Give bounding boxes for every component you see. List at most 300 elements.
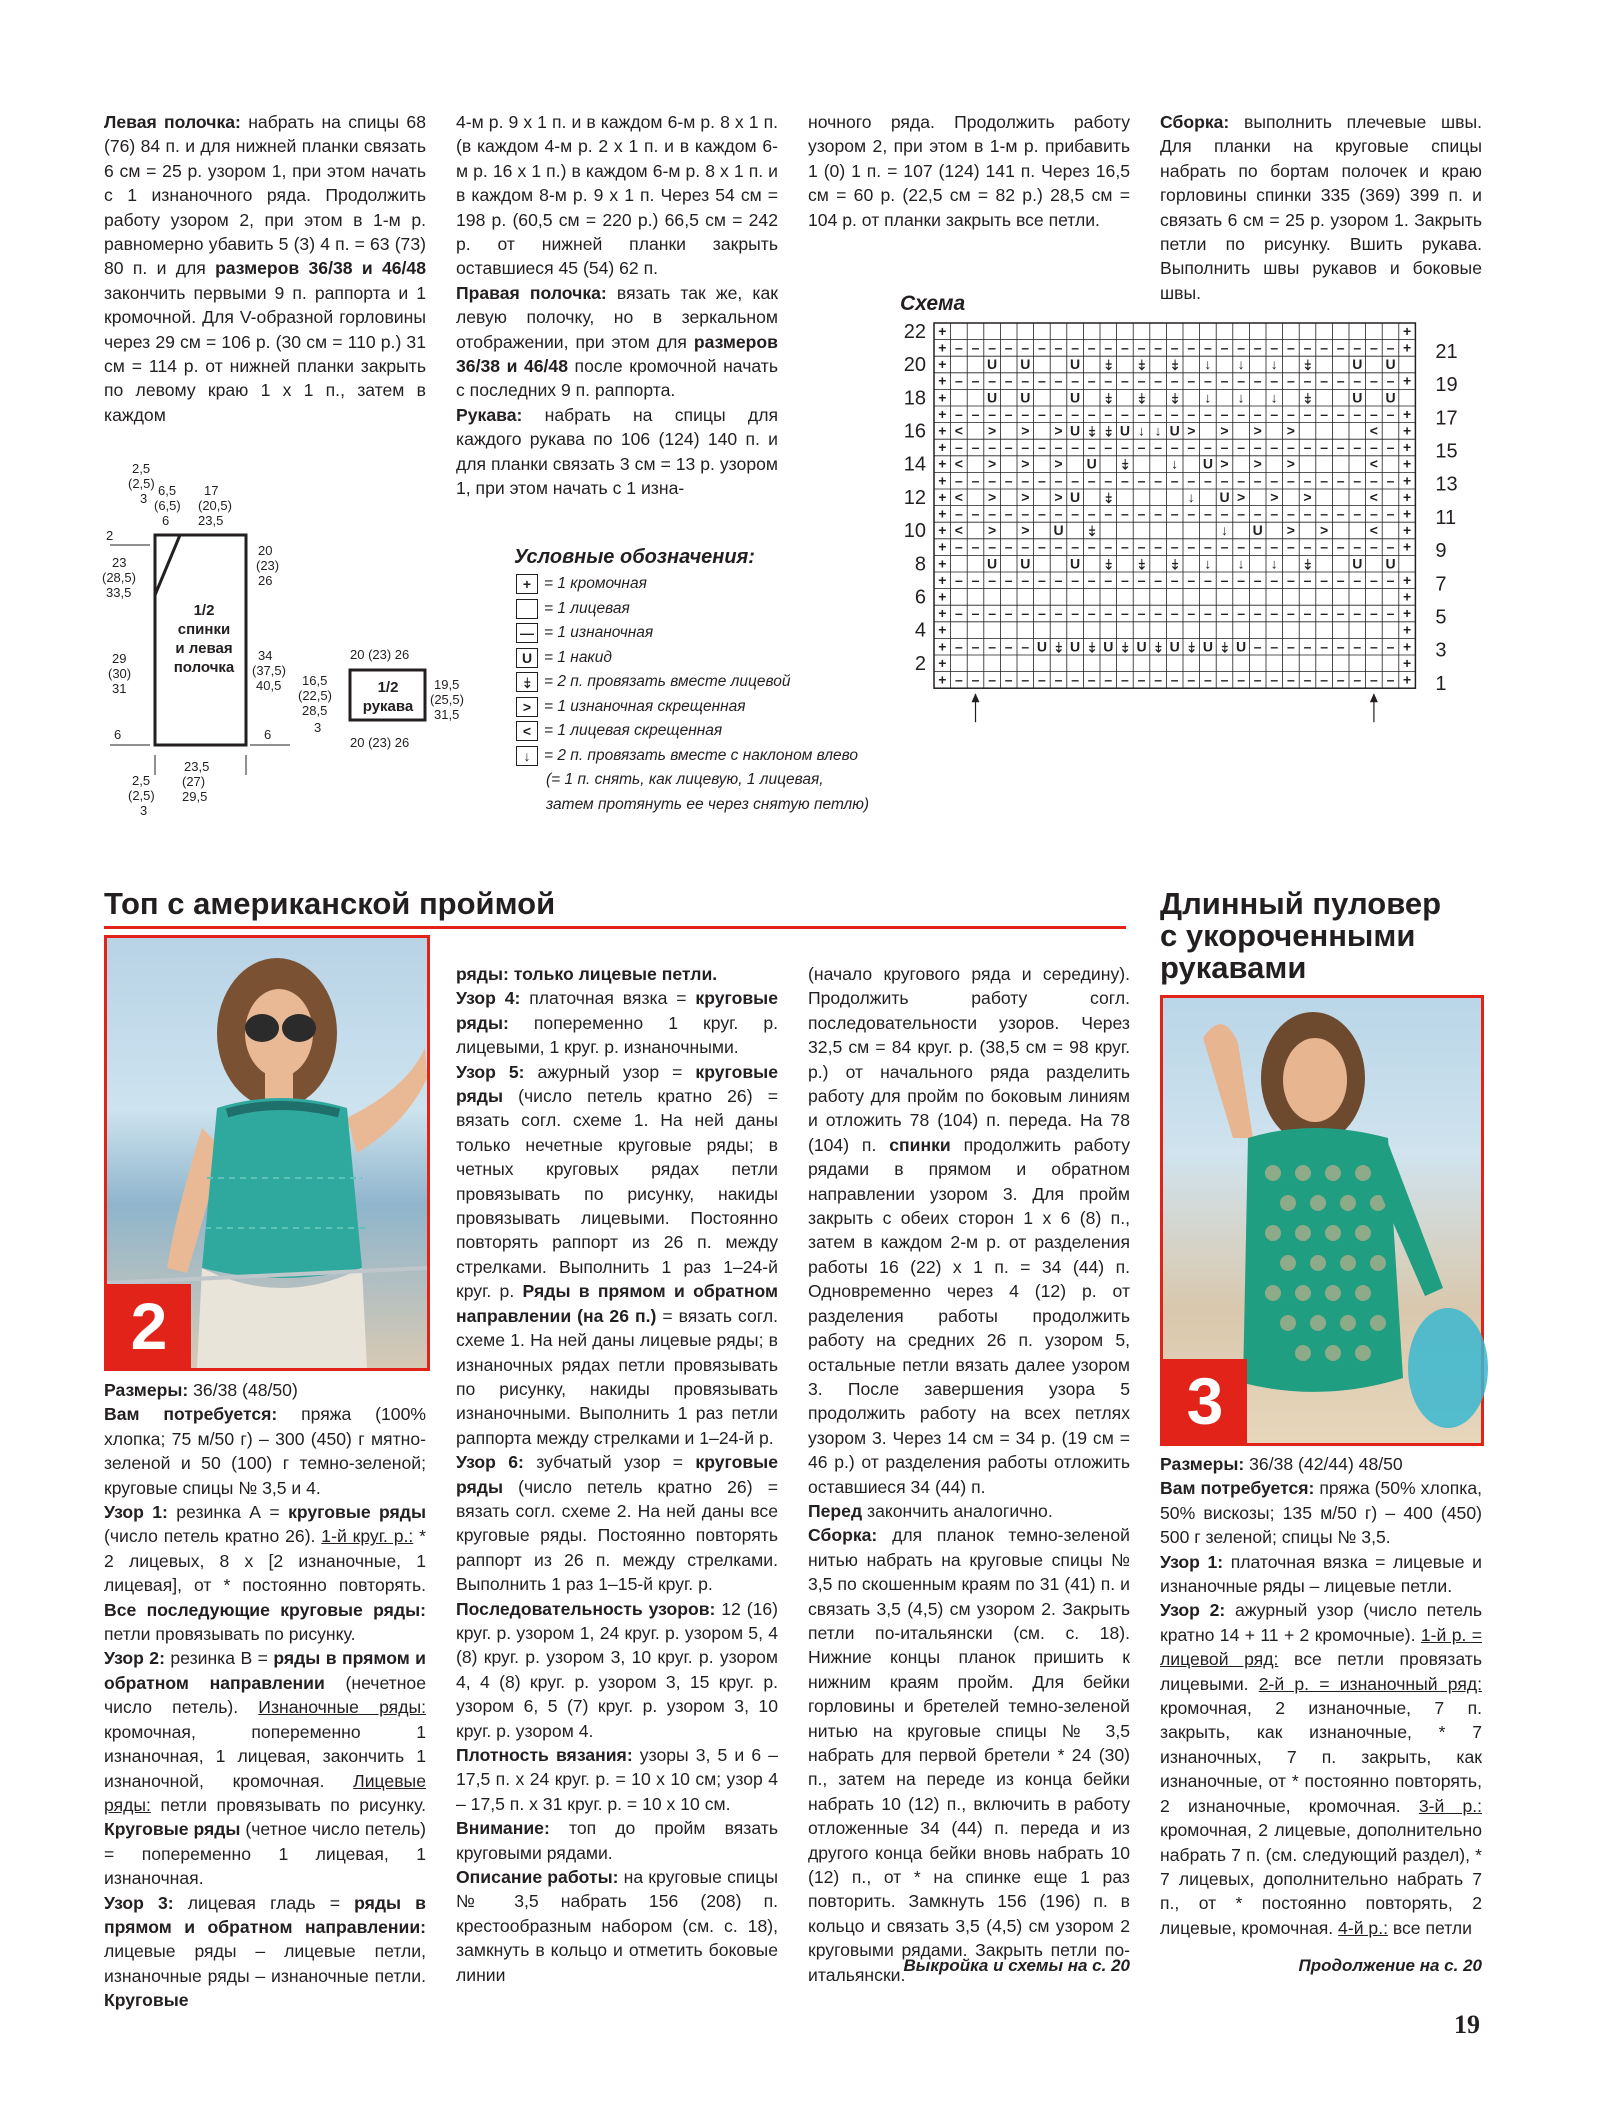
- chart-row-number-left: 16: [903, 420, 926, 443]
- chart-cell-symbol: U: [1136, 638, 1147, 655]
- chart-cell-symbol: >: [1286, 522, 1295, 539]
- chart-cell-symbol: U: [1070, 638, 1081, 655]
- top-col-4: Сборка: выполнить плечевые швы. Для планки на круговые спицы набрать по бортам полочек и краю горловины спинки 335 (369) 399 п. и связать 6 см = 25 р. узором 1. Закрыть петли по рисунку. Вшить рукава. Выполнить швы рукавов и боковые швы.: [1160, 112, 1482, 303]
- dim-left-6: 6: [114, 727, 122, 742]
- chart-cell-symbol: –: [1104, 472, 1113, 489]
- chart-cell-symbol: ↓: [1187, 488, 1195, 505]
- chart-cell-symbol: –: [1336, 339, 1345, 356]
- chart-cell-symbol: –: [1303, 538, 1312, 555]
- chart-cell-symbol: U: [1219, 488, 1230, 505]
- chart-cell-symbol: U: [1103, 638, 1114, 655]
- chart-cell-symbol: –: [1237, 472, 1245, 489]
- chart-cell-symbol: ↓: [1204, 389, 1212, 406]
- chart-cell-symbol: <: [954, 455, 963, 472]
- chart-cell-symbol: –: [971, 472, 980, 489]
- dim-right-upper-1: 20: [258, 543, 273, 558]
- chart-cell-symbol: –: [1071, 671, 1079, 688]
- chart-cell-symbol: –: [955, 605, 963, 622]
- chart-cell-symbol: –: [1021, 405, 1030, 422]
- chart-cell-symbol: –: [1386, 571, 1395, 588]
- chart-cell-symbol: –: [1121, 339, 1129, 356]
- chart-cell-symbol: –: [1038, 439, 1046, 456]
- chart-cell-symbol: –: [1353, 671, 1362, 688]
- label-assembly: Сборка:: [1160, 112, 1230, 132]
- chart-cell-symbol: –: [1237, 538, 1245, 555]
- chart-cell-symbol: ⤈: [1304, 389, 1311, 406]
- chart-row-number-right: 9: [1435, 540, 1447, 563]
- chart-row-number-left: 14: [903, 453, 926, 476]
- chart-cell-symbol: U: [1352, 356, 1363, 373]
- chart-cell-symbol: +: [938, 405, 947, 422]
- chart-cell-symbol: –: [1054, 538, 1063, 555]
- red-rule: [104, 926, 1126, 929]
- chart-cell-symbol: +: [938, 389, 947, 406]
- chart-cell-symbol: –: [1004, 538, 1013, 555]
- chart-row-number-left: 10: [903, 520, 926, 543]
- dim-right-lower-2: (37,5): [252, 663, 286, 678]
- chart-cell-symbol: ↓: [1204, 356, 1212, 373]
- legend-text: = 1 кромочная: [544, 575, 647, 592]
- sleeve-left-1: 16,5: [302, 673, 328, 688]
- chart-cell-symbol: >: [988, 488, 997, 505]
- chart-cell-symbol: +: [938, 505, 947, 522]
- chart-cell-symbol: –: [1054, 372, 1063, 389]
- chart-cell-symbol: –: [971, 538, 980, 555]
- chart-cell-symbol: –: [1187, 671, 1196, 688]
- chart-cell-symbol: –: [1087, 339, 1096, 356]
- chart-cell-symbol: –: [1370, 571, 1378, 588]
- chart-cell-symbol: ⤈: [1171, 389, 1178, 406]
- chart-cell-symbol: –: [1336, 538, 1345, 555]
- legend-symbol-icon: +: [516, 574, 538, 594]
- chart-row-number-right: 5: [1435, 606, 1447, 629]
- chart-cell-symbol: –: [1370, 538, 1378, 555]
- chart-cell-symbol: >: [1054, 422, 1063, 439]
- legend-symbol-icon: —: [516, 623, 538, 643]
- chart-cell-symbol: ⤈: [1088, 638, 1095, 655]
- chart-cell-symbol: –: [1204, 372, 1212, 389]
- dim-left-lower-1: 29: [112, 651, 127, 666]
- chart-cell-symbol: ↓: [1154, 422, 1162, 439]
- chart-cell-symbol: –: [1253, 372, 1262, 389]
- chart-row-number-left: 20: [903, 354, 926, 377]
- chart-cell-symbol: –: [971, 638, 980, 655]
- dim-right-upper-3: 26: [258, 573, 273, 588]
- chart-cell-symbol: –: [1270, 505, 1279, 522]
- article-3-number: 3: [1163, 1359, 1247, 1443]
- top-col-3: ночного ряда. Продолжить работу узором 2, при этом в 1-м р. прибавить 1 (0) 1 п. = 107 (124) 141 п. Через 16,5 см = 60 р. (22,5 см = 82 р.) 28,5 см = 104 р. от планки закрыть все петли.: [808, 112, 1130, 230]
- chart-cell-symbol: –: [1287, 472, 1295, 489]
- chart-cell-symbol: +: [938, 671, 947, 688]
- chart-row-number-left: 22: [903, 320, 926, 343]
- chart-cell-symbol: <: [954, 488, 963, 505]
- chart-cell-symbol: –: [1121, 472, 1129, 489]
- chart-cell-symbol: –: [1370, 405, 1378, 422]
- dim-right-lower-1: 34: [258, 648, 273, 663]
- chart-cell-symbol: –: [1154, 605, 1162, 622]
- legend-text: = 1 лицевая: [544, 599, 630, 617]
- chart-cell-symbol: –: [1237, 505, 1245, 522]
- chart-cell-symbol: –: [1270, 538, 1279, 555]
- chart-cell-symbol: –: [1170, 538, 1179, 555]
- chart-cell-symbol: ⤈: [1088, 422, 1095, 439]
- chart-cell-symbol: +: [1403, 605, 1412, 622]
- chart-cell-symbol: –: [1353, 571, 1362, 588]
- chart-row-number-left: 12: [903, 486, 926, 509]
- chart-cell-symbol: –: [1370, 372, 1378, 389]
- chart-cell-symbol: +: [938, 455, 947, 472]
- chart-cell-symbol: –: [1320, 571, 1328, 588]
- chart-cell-symbol: –: [1303, 638, 1312, 655]
- chart-cell-symbol: U: [1202, 455, 1213, 472]
- chart-cell-symbol: –: [1386, 472, 1395, 489]
- chart-cell-symbol: –: [1121, 605, 1129, 622]
- chart-cell-symbol: U: [1169, 422, 1180, 439]
- chart-cell-symbol: –: [1237, 571, 1245, 588]
- dim-bottom-left-2: (2,5): [128, 788, 155, 803]
- chart-cell-symbol: –: [1054, 472, 1063, 489]
- chart-cell-symbol: –: [1204, 339, 1212, 356]
- chart-row-number-right: 3: [1435, 639, 1447, 662]
- chart-cell-symbol: –: [1353, 372, 1362, 389]
- chart-cell-symbol: –: [1204, 472, 1212, 489]
- chart-cell-symbol: –: [1021, 671, 1030, 688]
- chart-cell-symbol: ⤈: [1138, 356, 1145, 373]
- chart-cell-symbol: –: [1386, 505, 1395, 522]
- chart-cell-symbol: –: [1121, 671, 1129, 688]
- chart-cell-symbol: –: [1237, 439, 1245, 456]
- chart-cell-symbol: –: [1370, 339, 1378, 356]
- chart-cell-symbol: –: [1004, 472, 1013, 489]
- repeat-arrowhead-icon: [1370, 693, 1378, 702]
- chart-cell-symbol: –: [971, 372, 980, 389]
- chart-cell-symbol: –: [955, 472, 963, 489]
- chart-cell-symbol: –: [1320, 505, 1328, 522]
- chart-cell-symbol: –: [1320, 605, 1328, 622]
- chart-cell-symbol: –: [1320, 339, 1328, 356]
- legend-symbol-icon: [516, 599, 538, 619]
- chart-row-number-right: 11: [1435, 506, 1457, 529]
- chart-cell-symbol: >: [988, 455, 997, 472]
- sleeve-left-2: (22,5): [298, 688, 332, 703]
- chart-cell-symbol: –: [955, 571, 963, 588]
- chart-cell-symbol: –: [1087, 472, 1096, 489]
- chart-cell-symbol: +: [938, 522, 947, 539]
- chart-cell-symbol: –: [988, 538, 996, 555]
- legend-item: [546, 795, 869, 815]
- chart-cell-symbol: –: [988, 571, 996, 588]
- chart-cell-symbol: –: [1104, 439, 1113, 456]
- chart-cell-symbol: –: [1287, 505, 1295, 522]
- chart-cell-symbol: >: [1286, 455, 1295, 472]
- chart-cell-symbol: +: [1403, 522, 1412, 539]
- page-number: 19: [1454, 2010, 1480, 2039]
- legend-item: [516, 672, 791, 692]
- chart-cell-symbol: –: [971, 671, 980, 688]
- chart-cell-symbol: –: [1187, 571, 1196, 588]
- chart-cell-symbol: –: [1154, 505, 1162, 522]
- chart-cell-symbol: +: [938, 322, 947, 339]
- chart-cell-symbol: –: [955, 372, 963, 389]
- chart-cell-symbol: >: [1187, 422, 1196, 439]
- chart-cell-symbol: –: [1386, 538, 1395, 555]
- sleeve-left-3cm: 3: [314, 720, 322, 735]
- chart-cell-symbol: –: [1353, 405, 1362, 422]
- chart-cell-symbol: +: [1403, 372, 1412, 389]
- chart-cell-symbol: +: [1403, 654, 1412, 671]
- chart-cell-symbol: –: [1303, 472, 1312, 489]
- chart-cell-symbol: –: [1004, 405, 1013, 422]
- chart-cell-symbol: –: [1187, 405, 1196, 422]
- top-col-1: Левая полочка: набрать на спицы 68 (76) 84 п. и для нижней планки связать 6 см = 25 р. узором 1, при этом начать с 1 изнаночного ряда. Продолжить работу узором 2, при этом в 1-м р. равномерно убавить 5 (3) 4 п. = 63 (73) 80 п. и для размеров 36/38 и 46/48 закончить первыми 9 п. раппорта и 1 кромочной. Для V-образной горловины через 29 см = 106 р. (30 см = 110 р.) 31 см = 114 р. от нижней планки закрыть по левому краю 1 х 1 п., затем в каждом: [104, 112, 426, 425]
- chart-cell-symbol: –: [1104, 372, 1113, 389]
- chart-cell-symbol: –: [1287, 605, 1295, 622]
- chart-cell-symbol: –: [1087, 372, 1096, 389]
- chart-cell-symbol: <: [1369, 455, 1378, 472]
- chart-cell-symbol: –: [1004, 571, 1013, 588]
- chart-cell-symbol: –: [1320, 472, 1328, 489]
- sleeve-right-1: 19,5: [434, 677, 460, 692]
- dim-left-upper-2: (28,5): [102, 570, 136, 585]
- legend-item: [516, 746, 858, 766]
- chart-cell-symbol: –: [1287, 339, 1295, 356]
- chart-cell-symbol: U: [987, 389, 998, 406]
- chart-cell-symbol: –: [1004, 671, 1013, 688]
- chart-cell-symbol: –: [1336, 505, 1345, 522]
- chart-cell-symbol: –: [1038, 405, 1046, 422]
- article-3-col: Размеры: 36/38 (42/44) 48/50 Вам потребуется: пряжа (50% хлопка, 50% вискозы; 135 м/50 г) – 400 (450) 500 г зеленой; спицы № 3,5. Узор 1: платочная вязка = лицевые и изнаночные ряды – лицевые петли. Узор 2: ажурный узор (число петель кратно 14 + 11 + 2 кромочные). 1-й р. = лицевой ряд: все петли провязать лицевыми. 2-й р. = изнаночный ряд: кромочная, 2 изнаночные, 7 п. закрыть, как изнаночные, * 7 изнаночных, 7 п. закрыть, как изнаночные, от * постоянно повторять, 2 изнаночные, кромочная. 3-й р.: кромочная, 2 лицевые, дополнительно набрать 7 п. (см. следующий раздел), * 7 лицевых, дополнительно набрать 7 п., от * постоянно повторять, 2 лицевые, кромочная. 4-й р.: все петли: [1160, 1454, 1483, 1938]
- chart-cell-symbol: –: [1353, 638, 1362, 655]
- chart-cell-symbol: +: [938, 621, 947, 638]
- chart-cell-symbol: –: [1220, 372, 1229, 389]
- chart-cell-symbol: –: [1270, 372, 1279, 389]
- chart-cell-symbol: –: [1137, 372, 1146, 389]
- chart-cell-symbol: –: [1137, 405, 1146, 422]
- chart-cell-symbol: ↓: [1138, 422, 1145, 439]
- chart-cell-symbol: –: [1071, 439, 1079, 456]
- chart-cell-symbol: –: [1303, 405, 1312, 422]
- chart-cell-symbol: –: [1370, 472, 1378, 489]
- legend-text: = 1 лицевая скрещенная: [544, 722, 723, 739]
- chart-cell-symbol: –: [1154, 372, 1162, 389]
- chart-cell-symbol: –: [1170, 339, 1179, 356]
- chart-cell-symbol: –: [1071, 571, 1079, 588]
- chart-cell-symbol: ⤈: [1105, 389, 1112, 406]
- article-2-col-left: Размеры: 36/38 (48/50) Вам потребуется: пряжа (100% хлопка; 75 м/50 г) – 300 (450) г мятно-зеленой и 50 (100) г темно-зеленой; круговые спицы № 3,5 и 4. Узор 1: резинка А = круговые ряды (число петель кратно 26). 1-й круг. р.: * 2 лицевых, 8 х [2 изнаночные, 1 лицевая], от * постоянно повторять. Все последующие круговые ряды: петли провязывать по рисунку. Узор 2: резинка В = ряды в прямом и обратном направлении (нечетное число петель). Изнаночные ряды: кромочная, попеременно 1 изнаночная, 1 лицевая, закончить 1 изнаночной, кромочная. Лицевые ряды: петли провязывать по рисунку. Круговые ряды (четное число петель) = попеременно 1 лицевая, 1 изнаночная. Узор 3: лицевая гладь = ряды в прямом и обратном направлении: лицевые ряды – лицевые петли, изнаночные ряды – изнаночные петли. Круговые: [104, 1380, 427, 2011]
- chart-cell-symbol: –: [1303, 505, 1312, 522]
- chart-cell-symbol: –: [1320, 538, 1328, 555]
- chart-row-number-left: 2: [914, 652, 926, 675]
- chart-cell-symbol: –: [1270, 339, 1279, 356]
- dim-top-left-1: 2,5: [132, 461, 151, 476]
- chart-cell-symbol: –: [1187, 505, 1196, 522]
- chart-cell-symbol: +: [938, 538, 947, 555]
- chart-cell-symbol: U: [1070, 422, 1081, 439]
- chart-cell-symbol: –: [1121, 538, 1129, 555]
- chart-cell-symbol: –: [1154, 439, 1162, 456]
- chart-cell-symbol: –: [1287, 538, 1295, 555]
- chart-cell-symbol: U: [1169, 638, 1180, 655]
- chart-cell-symbol: >: [1253, 422, 1262, 439]
- chart-cell-symbol: –: [1270, 439, 1279, 456]
- chart-cell-symbol: –: [1038, 671, 1046, 688]
- chart-cell-symbol: U: [1352, 389, 1363, 406]
- legend-text: = 1 изнаночная скрещенная: [544, 697, 746, 715]
- chart-cell-symbol: –: [1071, 339, 1079, 356]
- sleeve-label-1: 1/2: [377, 679, 399, 696]
- chart-cell-symbol: >: [1253, 455, 1262, 472]
- chart-cell-symbol: –: [1386, 638, 1395, 655]
- chart-row-number-left: 6: [914, 586, 926, 609]
- chart-cell-symbol: >: [1270, 488, 1279, 505]
- chart-row-number-right: 13: [1435, 473, 1458, 496]
- chart-cell-symbol: –: [1237, 605, 1245, 622]
- chart-cell-symbol: –: [1253, 605, 1262, 622]
- chart-cell-symbol: U: [1036, 638, 1047, 655]
- chart-cell-symbol: –: [1054, 439, 1063, 456]
- chart-cell-symbol: –: [1303, 671, 1312, 688]
- chart-cell-symbol: +: [938, 439, 947, 456]
- chart-cell-symbol: –: [1121, 439, 1129, 456]
- chart-cell-symbol: <: [1369, 488, 1378, 505]
- chart-cell-symbol: –: [1087, 439, 1096, 456]
- chart-cell-symbol: –: [1204, 538, 1212, 555]
- chart-cell-symbol: +: [938, 555, 947, 572]
- chart-cell-symbol: –: [988, 372, 996, 389]
- chart-cell-symbol: >: [1054, 455, 1063, 472]
- chart-cell-symbol: <: [954, 422, 963, 439]
- chart-cell-symbol: –: [1121, 405, 1129, 422]
- chart-cell-symbol: –: [1104, 339, 1113, 356]
- chart-cell-symbol: +: [1403, 621, 1412, 638]
- chart-cell-symbol: –: [1253, 405, 1262, 422]
- legend-item: [516, 648, 612, 668]
- chart-cell-symbol: –: [955, 405, 963, 422]
- sleeve-top-dim: 20 (23) 26: [350, 647, 410, 662]
- chart-cell-symbol: +: [938, 488, 947, 505]
- chart-cell-symbol: –: [971, 505, 980, 522]
- chart-cell-symbol: ⤈: [1221, 638, 1228, 655]
- chart-cell-symbol: >: [1220, 422, 1229, 439]
- chart-cell-symbol: +: [938, 372, 947, 389]
- article-3-footnote: Продолжение на с. 20: [1298, 1956, 1482, 1975]
- chart-cell-symbol: –: [1154, 538, 1162, 555]
- legend-item: [516, 697, 746, 717]
- chart-cell-symbol: –: [1270, 571, 1279, 588]
- chart-cell-symbol: –: [1253, 505, 1262, 522]
- legend-item: [516, 623, 653, 643]
- chart-cell-symbol: –: [1170, 439, 1179, 456]
- chart-cell-symbol: –: [1253, 339, 1262, 356]
- chart-cell-symbol: –: [1270, 472, 1279, 489]
- chart-cell-symbol: –: [1353, 439, 1362, 456]
- label-left-front: Левая полочка:: [104, 112, 241, 132]
- chart-cell-symbol: +: [1403, 588, 1412, 605]
- chart-row-number-left: 18: [903, 387, 926, 410]
- chart-cell-symbol: –: [1054, 505, 1063, 522]
- chart-cell-symbol: <: [954, 522, 963, 539]
- chart-cell-symbol: –: [1054, 605, 1063, 622]
- chart-cell-symbol: >: [1286, 422, 1295, 439]
- chart-cell-symbol: +: [938, 605, 947, 622]
- chart-cell-symbol: –: [1137, 472, 1146, 489]
- sleeve-bottom-dim: 20 (23) 26: [350, 735, 410, 750]
- chart-cell-symbol: ⤈: [1105, 488, 1112, 505]
- dim-top-right-1: 17: [204, 483, 219, 498]
- chart-cell-symbol: –: [1038, 538, 1046, 555]
- chart-cell-symbol: –: [1038, 571, 1046, 588]
- chart-cell-symbol: –: [1021, 439, 1030, 456]
- chart-cell-symbol: –: [1220, 339, 1229, 356]
- legend-text: = 2 п. провязать вместе лицевой: [544, 673, 791, 690]
- legend-title: Условные обозначения:: [514, 546, 755, 568]
- chart-cell-symbol: ⤈: [1138, 555, 1145, 572]
- chart-cell-symbol: –: [1087, 505, 1096, 522]
- chart-cell-symbol: –: [1087, 605, 1096, 622]
- article-2-col-middle: ряды: только лицевые петли. Узор 4: платочная вязка = круговые ряды: попеременно 1 круг. р. лицевыми, 1 круг. р. изнаночными. Узор 5: ажурный узор = круговые ряды (число петель кратно 26) = вязать согл. схеме 1. На ней даны только нечетные круговые ряды; в четных круговых рядах петли провязывать по рисунку, накиды провязывать лицевыми. Постоянно повторять раппорт из 26 п. между стрелками. Выполнить 1 раз 1–24-й круг. р. Ряды в прямом и обратном направлении (на 26 п.) = вязать согл. схеме 1. На ней даны лицевые ряды; в изнаночных рядах петли провязывать по рисунку, накиды провязывать изнаночными. Выполнить 1 раз петли раппорта между стрелками и 1–24-й р. Узор 6: зубчатый узор = круговые ряды (число петель кратно 26) = вязать согл. схеме 2. На ней даны все круговые ряды. Постоянно повторять раппорт из 26 п. между стрелками. Выполнить 1 раз 1–15-й круг. р. Последовательность узоров: 12 (16) круг. р. узором 1, 24 круг. р. узором 5, 4 (8) круг. р. узором 3, 10 круг. р. узором 4, 4 (8) круг. р. узором 3, 15 круг. р. узором 6, 5 (7) круг. р. узором 3, 10 круг. р. узором 4. Плотность вязания: узоры 3, 5 и 6 – 17,5 п. х 24 круг. р. = 10 х 10 см; узор 4 – 17,5 п. х 31 круг. р. = 10 х 10 см. Внимание: топ до пройм вязать круговыми рядами. Описание работы: на круговые спицы № 3,5 набрать 156 (208) п. крестообразным набором (см. с. 18), замкнуть в кольцо и отметить боковые линии: [456, 964, 778, 1985]
- chart-cell-symbol: >: [1054, 488, 1063, 505]
- chart-cell-symbol: –: [1187, 439, 1196, 456]
- chart-cell-symbol: +: [1403, 455, 1412, 472]
- legend-text: = 1 накид: [544, 648, 612, 666]
- chart-cell-symbol: +: [938, 638, 947, 655]
- chart-cell-symbol: U: [1385, 389, 1396, 406]
- chart-cell-symbol: +: [1403, 488, 1412, 505]
- chart-cell-symbol: –: [1253, 538, 1262, 555]
- chart-cell-symbol: U: [1070, 555, 1081, 572]
- body-label-2: спинки: [177, 621, 231, 638]
- chart-cell-symbol: –: [1303, 605, 1312, 622]
- legend-text: = 1 изнаночная: [544, 624, 654, 641]
- chart-cell-symbol: +: [1403, 472, 1412, 489]
- chart-cell-symbol: –: [1187, 372, 1196, 389]
- chart-cell-symbol: –: [1336, 638, 1345, 655]
- chart-cell-symbol: –: [1220, 505, 1229, 522]
- chart-cell-symbol: –: [1220, 671, 1229, 688]
- chart-cell-symbol: –: [1287, 638, 1295, 655]
- chart-cell-symbol: –: [988, 638, 996, 655]
- chart-cell-symbol: –: [1021, 505, 1030, 522]
- chart-cell-symbol: –: [1170, 505, 1179, 522]
- legend-item: [516, 721, 722, 741]
- chart-cell-symbol: ↓: [1237, 389, 1245, 406]
- chart-cell-symbol: –: [1154, 571, 1162, 588]
- chart-cell-symbol: ⤈: [1105, 422, 1112, 439]
- chart-cell-symbol: –: [1220, 405, 1229, 422]
- chart-cell-symbol: ⤈: [1154, 638, 1162, 655]
- chart-cell-symbol: –: [1004, 372, 1013, 389]
- chart-cell-symbol: –: [1253, 638, 1262, 655]
- chart-cell-symbol: ↓: [1237, 555, 1245, 572]
- chart-cell-symbol: U: [1020, 356, 1031, 373]
- chart-cell-symbol: >: [1021, 455, 1030, 472]
- dim-right-lower-3: 40,5: [256, 678, 282, 693]
- chart-cell-symbol: +: [938, 356, 947, 373]
- dim-left-2: 2: [106, 528, 114, 543]
- chart-cell-symbol: –: [1320, 638, 1328, 655]
- sleeve-right-2: (25,5): [430, 692, 464, 707]
- chart-cell-symbol: –: [1336, 472, 1345, 489]
- chart-cell-symbol: –: [1087, 671, 1096, 688]
- chart-cell-symbol: –: [1320, 671, 1328, 688]
- article-2-title: Топ с американской проймой: [104, 886, 556, 921]
- legend-symbol-icon: <: [516, 721, 538, 741]
- chart-cell-symbol: U: [1385, 555, 1396, 572]
- chart-cell-symbol: >: [1220, 455, 1229, 472]
- dim-left-upper-1: 23: [112, 555, 127, 570]
- chart-cell-symbol: –: [1237, 372, 1245, 389]
- chart-cell-symbol: –: [1104, 605, 1113, 622]
